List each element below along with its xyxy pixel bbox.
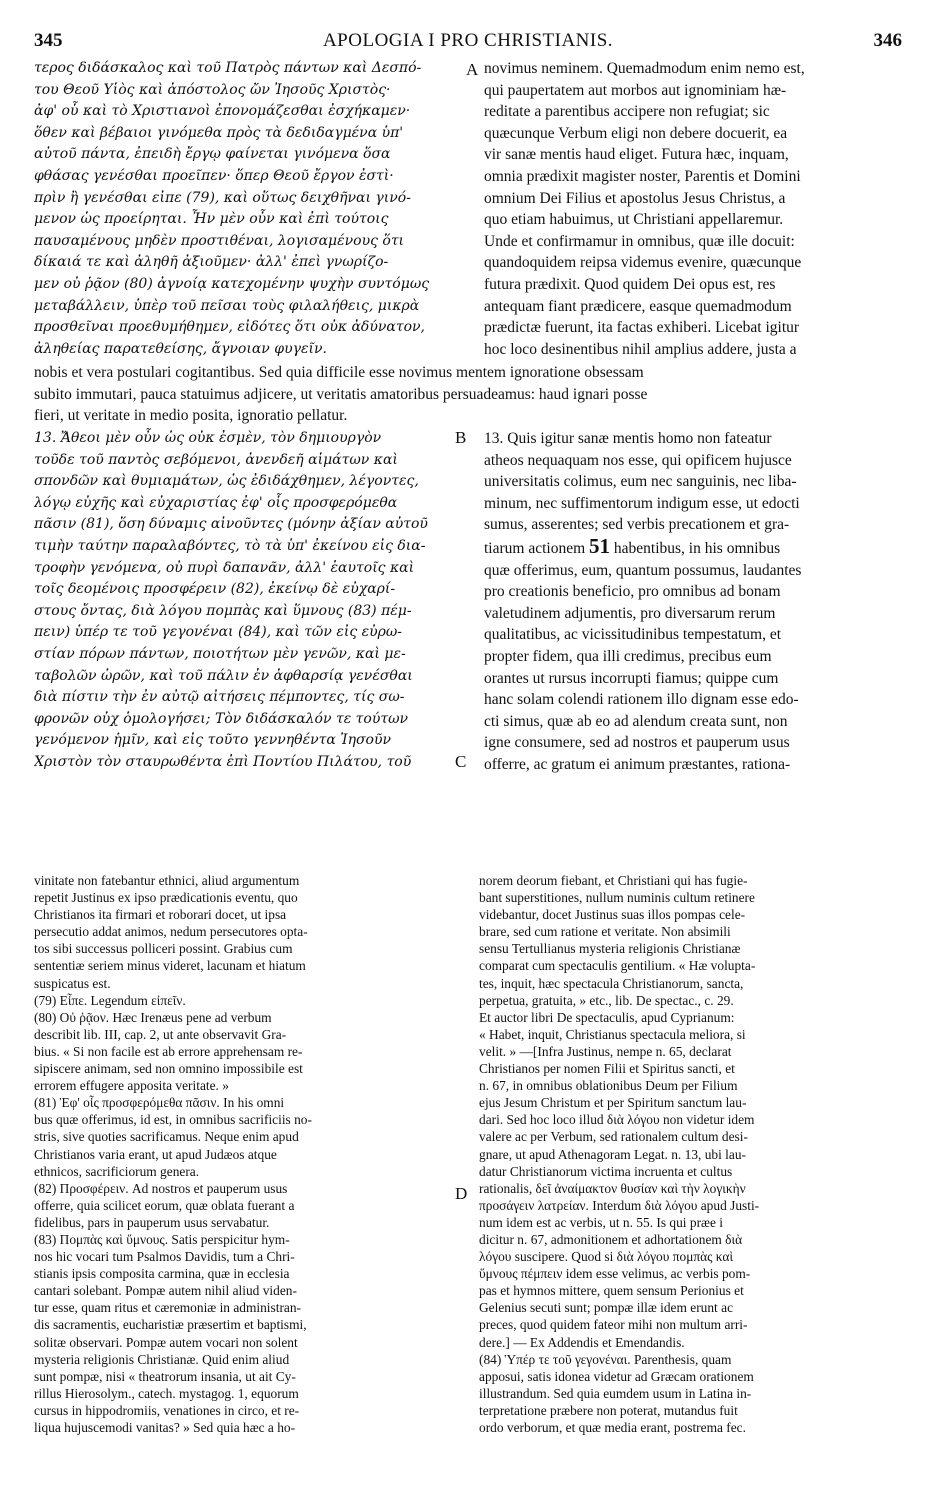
latin-text-line: propter fidem, qua illi credimus, precibus eum — [484, 647, 772, 665]
greek-text-line: τοῦδε τοῦ παντὸς σεβόμενοι, ἀνενδεῆ αἱμάτων καὶ — [34, 451, 398, 468]
footnote-line: stianis ipsis composita carmina, quæ in ecclesia — [34, 1266, 290, 1282]
footnote-line: repetit Justinus ex ipso prædicationis eventu, quo — [34, 890, 298, 906]
latin-text-line: minum, nec suffimentorum indigum esse, ut edocti — [484, 494, 800, 512]
latin-text-line: hanc solam colendi rationem illo dignam esse edo- — [484, 691, 799, 709]
latin-text-line: quæ offerimus, eum, quantum possumus, laudantes — [484, 561, 802, 579]
greek-text-line: φρονῶν οὐχ ὁμολογήσει; Τὸν διδάσκαλόν τε τούτων — [34, 710, 409, 727]
footnote-line: dicitur n. 67, admonitionem et adhortationem διὰ — [479, 1231, 743, 1247]
footnote-line: cantari solebant. Pompæ autem nihil aliud viden- — [34, 1283, 297, 1299]
margin-letter-d: D — [455, 1184, 468, 1203]
latin-text-line: quæcunque Verbum eligi non debere docuerit, ea — [484, 124, 788, 142]
greek-text-line: φθάσας γενέσθαι προεῖπεν· ὅπερ Θεοῦ ἔργον ἐστὶ· — [34, 167, 394, 184]
latin-text-line: Unde et confirmamur in omnibus, quæ ille docuit: — [484, 232, 795, 250]
latin-text-fragment: tiarum actionem — [484, 539, 586, 557]
greek-text-line: πρὶν ἢ γενέσθαι εἰπε (79), καὶ οὕτως δειχθῆναι γινό- — [34, 189, 411, 206]
footnote-line: perpetua, gratuita, » etc., lib. De spectac., c. 29. — [479, 992, 734, 1008]
greek-text-line: στους ὄντας, διὰ λόγου πομπὰς καὶ ὕμνους (83) πέμ- — [34, 602, 412, 619]
greek-column-top — [34, 58, 468, 360]
footnote-line: gnare, ut apud Athenagoram Legat. n. 13, ubi lau- — [479, 1146, 746, 1162]
greek-text-line: πειν) ὑπέρ τε τοῦ γεγονέναι (84), καὶ τῶν εἰς εὐρω- — [34, 624, 403, 641]
margin-letter-b: B — [455, 428, 467, 447]
footnote-line: Christianos per nomen Filii et Spiritus sancti, et — [479, 1061, 735, 1077]
latin-text-line: atheos nequaquam nos esse, qui opificem hujusce — [484, 451, 792, 469]
footnote-line: bius. « Si non facile est ab errore apprehensam re- — [34, 1043, 303, 1059]
footnote-line: valere ac per Verbum, sed rationalem cultum desi- — [479, 1129, 748, 1145]
footnote-line: ethnicos, sacrificiorum genera. — [34, 1163, 200, 1179]
latin-text-line: fieri, ut veritate in medio posita, ignoratio pellatur. — [34, 407, 348, 425]
greek-text-line: 13. Ἄθεοι μὲν οὖν ὡς οὐκ ἐσμὲν, τὸν δημιουργὸν — [34, 430, 382, 446]
greek-column-middle — [34, 428, 468, 774]
greek-text-line: διὰ πίστιν τὴν ἐν αὐτῷ αἰτήσεις πέμποντες, τίς σω- — [34, 689, 405, 706]
footnote-line: tes, inquit, hæc spectacula Christianorum, sancta, — [479, 975, 744, 991]
footnote-line: illustrandum. Sed quia eumdem usum in Latina in- — [479, 1385, 752, 1401]
page-number-left: 345 — [34, 30, 63, 51]
footnote-line: προσάγειν λατρείαν. Interdum διὰ λόγου apud Justi- — [479, 1197, 760, 1213]
footnote-line: mysteria religionis Christianæ. Quid enim aliud — [34, 1351, 290, 1367]
footnote-line: preces, quod quidem fateor mihi non multum arri- — [479, 1317, 748, 1333]
footnote-line: λόγου suscipere. Quod si διὰ λόγου πομπὰς καὶ — [479, 1249, 734, 1265]
footnote-line: norem deorum fiebant, et Christiani qui has fugie- — [479, 873, 748, 888]
latin-text-line: omnium Dei Filius et apostolus Jesus Christus, a — [484, 189, 786, 207]
latin-text-line: offerre, ac gratum ei animum præstantes, rationa- — [484, 755, 791, 773]
greek-text-line: αὐτοῦ πάντα, ἐπειδὴ ἔργῳ φαίνεται γινόμενα ὅσα — [34, 146, 391, 163]
page-header — [34, 8, 902, 50]
footnote-line: (83) Πομπὰς καὶ ὕμνους. Satis perspicitur hym- — [34, 1231, 290, 1247]
footnote-line: velit. » —[Infra Justinus, nempe n. 65, declarat — [479, 1043, 732, 1059]
footnote-line: « Habet, inquit, Christianus spectacula meliora, si — [479, 1026, 746, 1042]
footnote-line: persecutio addat animos, nedum persecutores opta- — [34, 924, 308, 940]
latin-text-line: cti simus, quæ ab eo ad alendum creata sunt, non — [484, 712, 788, 730]
greek-text-line: μενον ὡς προείρηται. Ἦν μὲν οὖν καὶ ἐπὶ τούτοις — [34, 211, 389, 228]
footnote-line: offerre, quia scilicet eorum, quæ oblata fuerant a — [34, 1197, 295, 1213]
footnote-line: nos hic vocari tum Psalmos Davidis, tum a Chri- — [34, 1249, 295, 1265]
greek-text-line: ἀληθείας παρατεθείσης, ἄγνοιαν φυγεῖν. — [34, 340, 327, 357]
footnote-line: liqua hujuscemodi vanitas? » Sed quia hæc a ho- — [34, 1420, 296, 1435]
greek-text-line: παυσαμένους μηδὲν προστιθέναι, λογισαμένους ὅτι — [34, 232, 405, 249]
latin-text-line: nobis et vera postulari cogitantibus. Sed quia difficile esse novimus mentem ignoratione obsessam — [34, 364, 644, 381]
footnote-line: tur esse, quam ritus et cæremoniæ in administran- — [34, 1300, 302, 1316]
greek-text-line: του Θεοῦ Υἱὸς καὶ ἀπόστολος ὤν Ἰησοῦς Χριστὸς· — [34, 81, 391, 98]
footnote-line: sententiæ seriem minus videret, lacunam et hiatum — [34, 958, 306, 974]
footnote-line: vinitate non fatebantur ethnici, aliud argumentum — [34, 873, 300, 888]
latin-text-fragment: habentibus, in his omnibus — [613, 539, 781, 557]
greek-text-line: τροφὴν γενόμενα, οὐ πυρὶ δαπανᾶν, ἀλλ' ἑαυτοῖς καὶ — [34, 559, 415, 576]
running-title: APOLOGIA I PRO CHRISTIANIS. — [322, 30, 614, 51]
latin-text-line: quo etiam habuimus, ut Christiani appellaremur. — [484, 211, 784, 229]
latin-text-line: subito immutari, pauca statuimus adjicere, ut veritatis amatoribus persuadeamus: haud ignari posse — [34, 385, 648, 403]
latin-text-line: quandoquidem reipsa videmus evenire, quæcunque — [484, 254, 802, 272]
footnote-line: errorem effugere apposita veritate. » — [34, 1078, 229, 1094]
footnote-line: terpretatione præbere non poterat, mutandus fuit — [479, 1402, 738, 1418]
footnote-line: dere.] — Ex Addendis et Emendandis. — [479, 1334, 685, 1350]
latin-text-line: universitatis colimus, eum nec sanguinis, nec liba- — [484, 473, 797, 491]
greek-text-line: μεταβάλλειν, ὑπὲρ τοῦ πεῖσαι τοὺς φιλαλήθεις, μικρὰ — [34, 297, 420, 314]
footnote-line: pas et hymnos mittere, quem sensum Perionius et — [479, 1283, 744, 1299]
latin-column-middle — [484, 428, 904, 776]
latin-text-line: qui paupertatem aut morbos aut ignominiam hæ- — [484, 81, 787, 99]
greek-text-line: δίκαιά τε καὶ ἀληθῆ ἀξιοῦμεν· ἀλλ' ἐπεὶ γνωρίζο- — [34, 254, 389, 271]
greek-text-line: γενόμενον ἡμῖν, καὶ εἰς τοῦτο γεννηθέντα Ἰησοῦν — [34, 732, 391, 749]
footnote-line: solitæ observari. Pompæ autem vocari non solent — [34, 1334, 298, 1350]
latin-text-line: antequam fiant prædicere, easque quemadmodum — [484, 297, 792, 315]
footnote-line: Gelenius secuti sunt; pompæ illæ idem erunt ac — [479, 1300, 734, 1316]
latin-text-line: prædictæ fuerunt, ita factas exhiberi. Licebat igitur — [484, 319, 800, 337]
footnote-line: fidelibus, pars in pauperum usus servabatur. — [34, 1214, 270, 1230]
greek-text-line: μεν οὐ ῥᾷον (80) ἀγνοίᾳ κατεχομένην ψυχὴν συντόμως — [34, 275, 430, 292]
latin-text-line: pro creationis beneficio, pro omnibus ad bonam — [484, 583, 781, 601]
footnote-line: stris, sive quoties sacrificamus. Neque enim apud — [34, 1129, 299, 1145]
footnote-line: videbantur, docet Justinus suas illos pompas cele- — [479, 907, 746, 923]
latin-text-line: hoc loco desinentibus nihil amplius addere, justa a — [484, 340, 797, 358]
footnote-line: Et auctor libri De spectaculis, apud Cyprianum: — [479, 1009, 735, 1025]
footnote-line: brare, sed cum ratione et veritate. Non absimili — [479, 924, 731, 940]
footnote-line: sipiscere animam, sed non omnino impossibile est — [34, 1061, 303, 1077]
footnote-line: sunt pompæ, nisi « theatrorum insania, ut ait Cy- — [34, 1368, 296, 1384]
latin-text-line: vir sanæ mentis haud eliget. Futura hæc, inquam, — [484, 146, 789, 164]
footnote-line: n. 67, in omnibus oblationibus Deum per Filium — [479, 1078, 738, 1094]
footnote-line: dis sacramentis, eucharistiæ præsertim et baptismi, — [34, 1317, 307, 1333]
latin-text-line: valetudinem adjumentis, pro diversarum rerum — [484, 604, 776, 622]
footnote-line: suspicatus est. — [34, 975, 111, 991]
greek-text-line: τερος διδάσκαλος καὶ τοῦ Πατρὸς πάντων καὶ Δεσπό- — [34, 60, 422, 76]
column-number: 51 — [589, 535, 611, 558]
footnote-line: rillus Hierosolym., catech. mystagog. 1, equorum — [34, 1385, 299, 1401]
latin-text-line: novimus neminem. Quemadmodum enim nemo est, — [484, 60, 805, 77]
latin-full-width — [34, 362, 904, 427]
footnote-line: bant superstitiones, nullum numinis cultum retinere — [479, 890, 755, 906]
latin-text-line: qualitatibus, ac vicissitudinibus tempestatum, et — [484, 626, 782, 644]
latin-column-top — [484, 58, 904, 360]
greek-text-line: τιμὴν ταύτην παραλαβόντες, τὸ τὰ ὑπ' ἐκείνου εἰς δια- — [34, 537, 426, 554]
greek-text-line: Χριστὸν τὸν σταυρωθέντα ἐπὶ Ποντίου Πιλάτου, τοῦ — [34, 753, 412, 770]
greek-text-line: τοῖς δεομένοις προσφέρειν (82), ἐκείνῳ δὲ εὐχαρί- — [34, 581, 396, 598]
latin-text-line: 13. Quis igitur sanæ mentis homo non fateatur — [484, 430, 772, 447]
footnote-line: (81) Ἐφ' οἷς προσφερόμεθα πᾶσιν. In his omni — [34, 1095, 285, 1111]
greek-text-line: πᾶσιν (81), ὅση δύναμις αἰνοῦντες (μόνην ἀξίαν αὐτοῦ — [34, 516, 428, 533]
footnote-line: datur Christianorum victima incruenta et cultus — [479, 1163, 733, 1179]
footnote-line: ejus Jesum Christum et per Spiritum sanctum lau- — [479, 1095, 747, 1111]
margin-letter-c: C — [455, 752, 467, 771]
greek-text-line: σπονδῶν καὶ θυμιαμάτων, ὡς ἐδιδάχθημεν, λέγοντες, — [34, 473, 419, 490]
greek-text-line: ἀφ' οὗ καὶ τὸ Χριστιανοὶ ἐπονομάζεσθαι ἐσχήκαμεν· — [34, 103, 411, 120]
page-number-right: 346 — [873, 30, 902, 51]
latin-text-line: sumus, asserentes; sed verbis precationem et gra- — [484, 516, 790, 534]
footnote-line: ordo verborum, et quæ media erant, postrema fec. — [479, 1420, 746, 1435]
latin-text-line: orantes ut rursus incorrupti fiamus; quippe cum — [484, 669, 779, 687]
greek-text-line: λόγῳ εὐχῆς καὶ εὐχαριστίας ἐφ' οἷς προσφερόμεθα — [34, 494, 398, 511]
footnote-line: num idem est ac verbis, ut n. 55. Is qui præe i — [479, 1214, 723, 1230]
greek-text-line: ταβολῶν ὡρῶν, καὶ τοῦ πάλιν ἐν ἀφθαρσίᾳ γενέσθαι — [34, 667, 413, 684]
footnote-line: sensu Tertullianus mysteria religionis Christianæ — [479, 941, 741, 957]
footnote-line: apposui, satis idonea videtur ad Græcam orationem — [479, 1368, 754, 1384]
latin-text-line — [484, 536, 904, 560]
footnote-line: ὕμνους πέμπειν idem esse velimus, ac verbis pom- — [479, 1266, 751, 1282]
footnote-line: Christianos ita firmari et roborari docet, ut ipsa — [34, 907, 287, 923]
footnote-line: (82) Προσφέρειν. Ad nostros et pauperum usus — [34, 1180, 288, 1196]
latin-text-line: reditate a parentibus accipere non refugiat; sic — [484, 103, 770, 121]
notes-column-right — [479, 872, 904, 1436]
latin-text-line: igne consumere, sed ad nostros et pauperum usus — [484, 734, 790, 752]
footnote-line: (79) Εἶπε. Legendum εἰπεῖν. — [34, 992, 186, 1008]
greek-text-line: στίαν πόρων πάντων, ποιοτήτων μὲν γενῶν, καὶ με- — [34, 645, 406, 662]
notes-column-left — [34, 872, 460, 1436]
footnote-line: (80) Οὐ ῥᾷον. Hæc Irenæus pene ad verbum — [34, 1009, 272, 1025]
footnote-line: cursus in hippodromiis, venationes in circo, et re- — [34, 1402, 300, 1418]
greek-text-line: προσθεῖναι προεθυμήθημεν, εἰδότες ὅτι οὐκ ἀδύνατον, — [34, 319, 425, 336]
greek-text-line: ὅθεν καὶ βέβαιοι γινόμεθα πρὸς τὰ δεδιδαγμένα ὑπ' — [34, 124, 404, 141]
footnote-line: comparat cum spectaculis gentilium. « Hæ volupta- — [479, 958, 756, 974]
margin-letter-a: A — [466, 60, 479, 79]
footnote-line: dari. Sed hoc loco illud διὰ λόγου non videtur idem — [479, 1112, 755, 1128]
footnote-line: bus quæ offerimus, id est, in omnibus sacrificiis no- — [34, 1112, 312, 1128]
footnote-line: rationalis, δεῖ ἀναίμακτον θυσίαν καὶ τὴν λογικὴν — [479, 1180, 746, 1196]
footnote-line: (84) Ὑπέρ τε τοῦ γεγονέναι. Parenthesis, quam — [479, 1351, 732, 1367]
footnote-line: tos sibi successus polliceri possint. Grabius cum — [34, 941, 293, 957]
footnote-line: Christianos varia erant, ut apud Judæos atque — [34, 1146, 277, 1162]
latin-text-line: futura prædixit. Quod quidem Dei opus est, res — [484, 275, 776, 293]
latin-text-line: omnia prædixit magister noster, Parentis et Domini — [484, 167, 801, 185]
footnote-line: describit lib. III, cap. 2, ut ante observavit Gra- — [34, 1026, 287, 1042]
